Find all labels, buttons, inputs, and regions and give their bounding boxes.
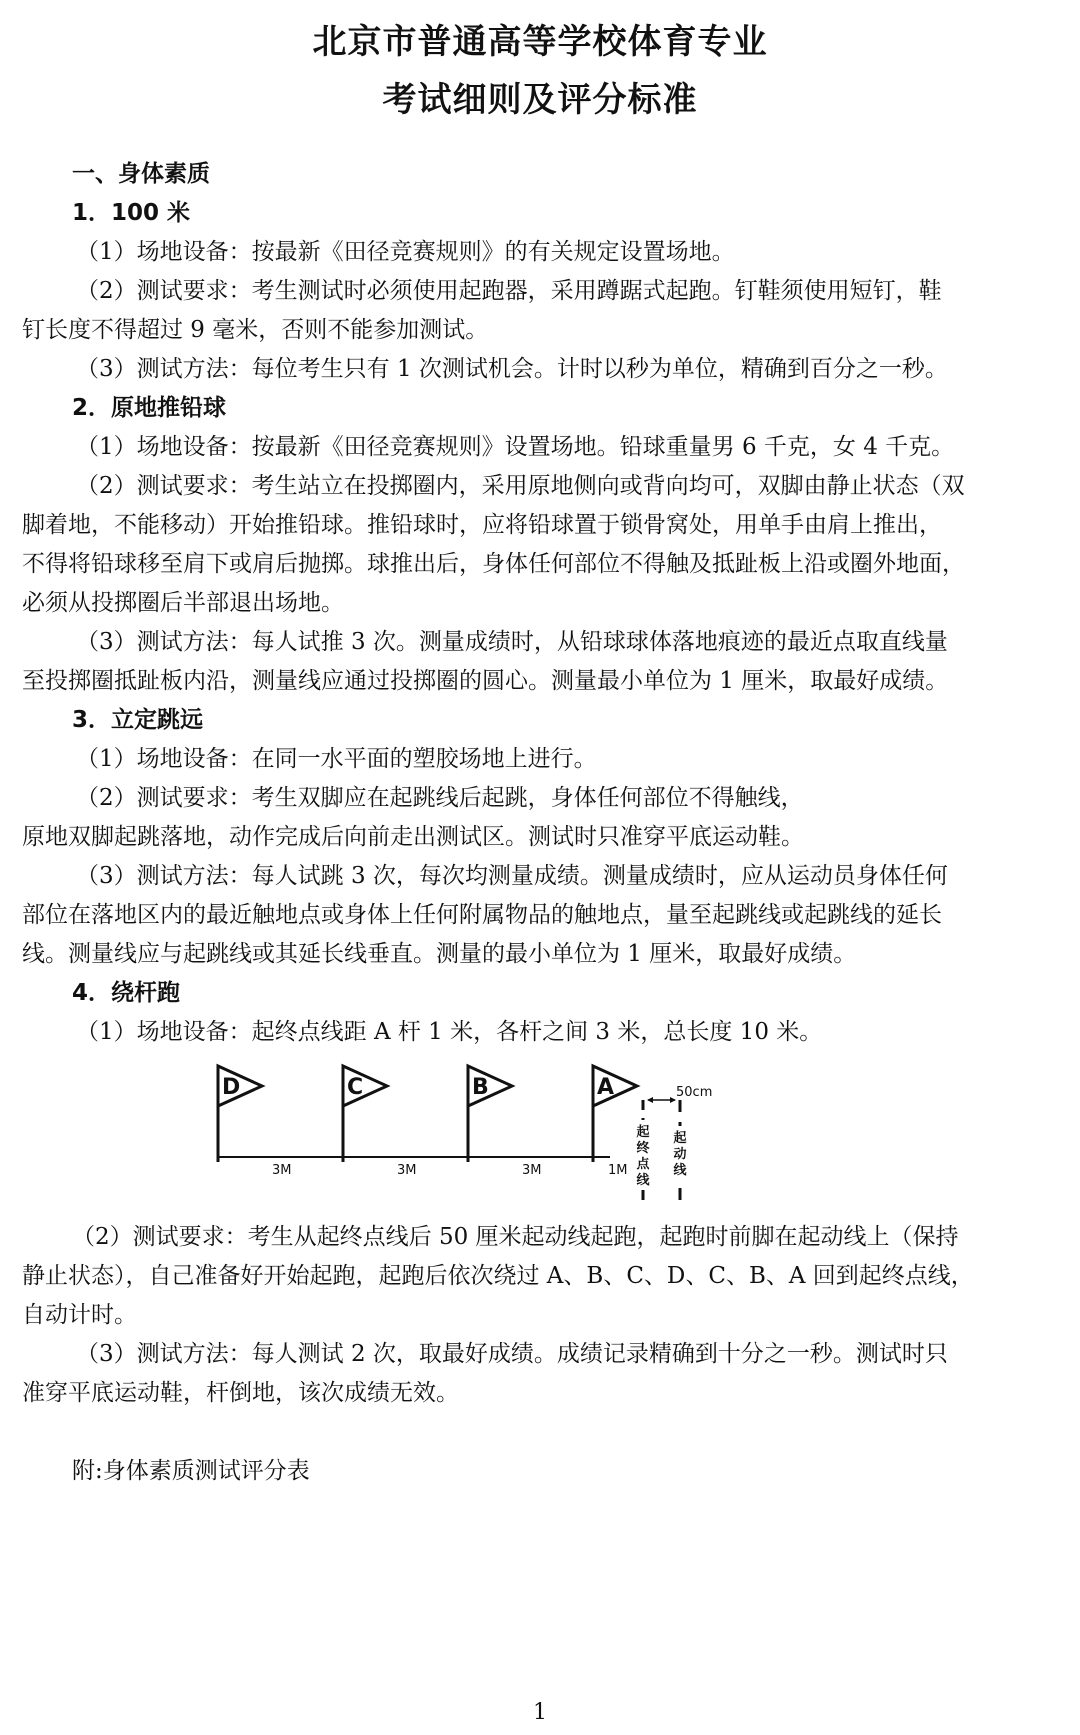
flag-letter: D (222, 1075, 241, 1100)
item2-paragraph: （3）测试方法：每人试推 3 次。测量成绩时，从铅球球体落地痕迹的最近点取直线量 (76, 629, 948, 655)
appendix-note: 附:身体素质测试评分表 (72, 1458, 310, 1484)
item2-paragraph: 脚着地，不能移动）开始推铅球。推铅球时，应将铅球置于锁骨窝处，用单手由肩上推出， (22, 512, 942, 538)
item2-paragraph: （1）场地设备：按最新《田径竞赛规则》设置场地。铅球重量男 6 千克，女 4 千克。 (76, 434, 955, 460)
item1-heading: 1．100 米 (72, 200, 191, 226)
flag-c-icon (343, 1066, 387, 1162)
item2-paragraph: （2）测试要求：考生站立在投掷圈内，采用原地侧向或背向均可，双脚由静止状态（双 (76, 473, 965, 499)
document-title-line2: 考试细则及评分标准 (382, 80, 698, 120)
item3-paragraph: 部位在落地区内的最近触地点或身体上任何附属物品的触地点，量至起跳线或起跳线的延长 (22, 902, 942, 928)
start-line-label: 线 (673, 1163, 687, 1178)
finish-line-label: 终 (636, 1141, 650, 1156)
item4-paragraph: 准穿平底运动鞋，杆倒地，该次成绩无效。 (22, 1380, 459, 1406)
item3-paragraph: （2）测试要求：考生双脚应在起跳线后起跳，身体任何部位不得触线， (76, 785, 804, 811)
finish-line-label: 线 (636, 1173, 650, 1188)
item2-heading: 2．原地推铅球 (72, 395, 227, 421)
finish-line-label: 点 (636, 1157, 650, 1172)
item2-paragraph: 必须从投掷圈后半部退出场地。 (22, 590, 344, 616)
gap-label: 50cm (676, 1085, 713, 1100)
start-line-label: 动 (673, 1147, 687, 1162)
flag-b-icon (468, 1066, 512, 1162)
page-number: 1 (533, 1700, 547, 1725)
flag-d-icon (218, 1066, 262, 1162)
finish-line-label: 起 (636, 1125, 650, 1140)
item4-paragraph: 静止状态），自己准备好开始起跑，起跑后依次绕过 A、B、C、D、C、B、A 回到起终点线， (22, 1263, 974, 1289)
item4-paragraph: （1）场地设备：起终点线距 A 杆 1 米，各杆之间 3 米，总长度 10 米。 (76, 1019, 823, 1045)
item1-paragraph: （3）测试方法：每位考生只有 1 次测试机会。计时以秒为单位，精确到百分之一秒。 (76, 356, 948, 382)
item3-heading: 3．立定跳远 (72, 707, 204, 733)
document-title-line1: 北京市普通高等学校体育专业 (312, 22, 768, 62)
item2-paragraph: 至投掷圈抵趾板内沿，测量线应通过投掷圈的圆心。测量最小单位为 1 厘米，取最好成绩。 (22, 668, 949, 694)
slalom-course-diagram (210, 1060, 730, 1210)
item2-paragraph: 不得将铅球移至肩下或肩后抛掷。球推出后，身体任何部位不得触及抵趾板上沿或圈外地面， (22, 551, 965, 577)
item4-heading: 4．绕杆跑 (72, 980, 181, 1006)
item1-paragraph: （2）测试要求：考生测试时必须使用起跑器，采用蹲踞式起跑。钉鞋须使用短钉，鞋 (76, 278, 942, 304)
item3-paragraph: （1）场地设备：在同一水平面的塑胶场地上进行。 (76, 746, 597, 772)
span-label: 3M (272, 1163, 292, 1178)
item4-paragraph: （3）测试方法：每人测试 2 次，取最好成绩。成绩记录精确到十分之一秒。测试时只 (76, 1341, 948, 1367)
flag-letter: B (472, 1075, 489, 1100)
span-label: 3M (522, 1163, 542, 1178)
item1-paragraph: （1）场地设备：按最新《田径竞赛规则》的有关规定设置场地。 (76, 239, 735, 265)
span-label: 3M (397, 1163, 417, 1178)
item3-paragraph: 原地双脚起跳落地，动作完成后向前走出测试区。测试时只准穿平底运动鞋。 (22, 824, 804, 850)
flag-letter: A (597, 1075, 615, 1100)
item3-paragraph: （3）测试方法：每人试跳 3 次，每次均测量成绩。测量成绩时，应从运动员身体任何 (76, 863, 948, 889)
item1-paragraph: 钉长度不得超过 9 毫米，否则不能参加测试。 (22, 317, 489, 343)
item4-paragraph: 自动计时。 (22, 1302, 137, 1328)
flag-a-icon (593, 1066, 637, 1162)
flag-letter: C (347, 1075, 364, 1100)
section-heading: 一、身体素质 (72, 161, 210, 187)
span-label: 1M (608, 1163, 628, 1178)
item4-paragraph: （2）测试要求：考生从起终点线后 50 厘米起动线起跑，起跑时前脚在起动线上（保持 (72, 1224, 959, 1250)
start-line-label: 起 (673, 1131, 687, 1146)
item3-paragraph: 线。测量线应与起跳线或其延长线垂直。测量的最小单位为 1 厘米，取最好成绩。 (22, 941, 857, 967)
